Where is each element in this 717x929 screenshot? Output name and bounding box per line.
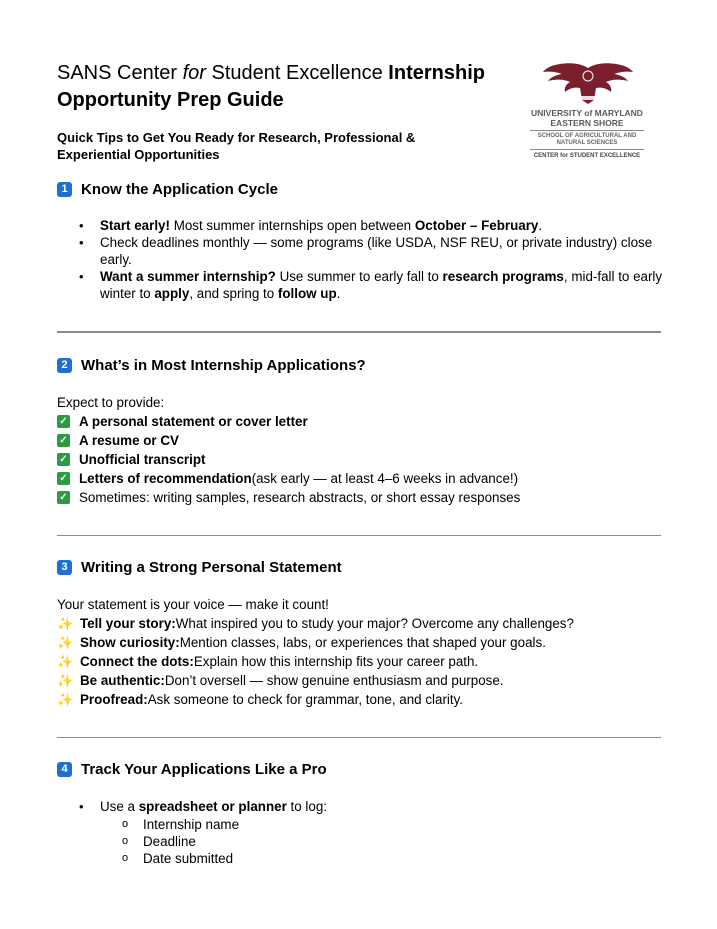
- logo-line: UNIVERSITY of MARYLAND: [531, 108, 643, 118]
- title-part: Student Excellence: [205, 62, 389, 84]
- list-item: ✨ Tell your story: What inspired you to study your major? Overcome any challenges?: [57, 616, 574, 631]
- sparkles-icon: ✨: [57, 654, 74, 669]
- list-item: ✨ Be authentic: Don’t oversell — show genuine enthusiasm and purpose.: [57, 673, 504, 688]
- list-item: • Start early! Most summer internships open between October – February.: [79, 217, 664, 234]
- logo-line: EASTERN SHORE: [550, 118, 624, 128]
- section-1-list: [79, 217, 664, 302]
- list-item: ✨ Connect the dots: Explain how this internship fits your career path.: [57, 654, 479, 669]
- divider: [57, 737, 661, 738]
- sparkles-icon: ✨: [57, 673, 74, 688]
- list-item: ✨ Show curiosity: Mention classes, labs, or experiences that shaped your goals.: [57, 635, 546, 650]
- section-3-list: [57, 614, 657, 709]
- title-bold: Internship Opportunity Prep Guide: [57, 62, 485, 111]
- hawk-crest-icon: [542, 60, 634, 106]
- list-item: ✓ Unofficial transcript: [57, 450, 657, 469]
- title-part: SANS Center: [57, 62, 183, 84]
- list-item: ✓ Letters of recommendation (ask early — at least 4–6 weeks in advance!): [57, 469, 657, 488]
- check-mark-icon: ✓: [57, 453, 70, 466]
- keycap-2-icon: 2: [57, 358, 72, 373]
- list-item: ✨ Proofread: Ask someone to check for grammar, tone, and clarity.: [57, 692, 464, 707]
- section-1-heading: [57, 181, 278, 198]
- check-mark-icon: ✓: [57, 491, 70, 504]
- sub-list-item: o Internship name: [122, 816, 239, 833]
- section-title: Writing a Strong Personal Statement: [81, 559, 342, 576]
- list-item: ✓ A resume or CV: [57, 431, 657, 450]
- section-2-list: [57, 412, 657, 507]
- umes-logo: [512, 60, 662, 165]
- page-title: [57, 60, 537, 114]
- section-2-intro: Expect to provide:: [57, 395, 165, 410]
- section-4-list: [79, 798, 664, 815]
- section-4-heading: [57, 761, 327, 778]
- logo-line: NATURAL SCIENCES: [556, 140, 618, 146]
- keycap-4-icon: 4: [57, 762, 72, 777]
- sparkles-icon: ✨: [57, 635, 74, 650]
- title-part: for: [182, 62, 206, 84]
- list-item: ✓ A personal statement or cover letter: [57, 412, 657, 431]
- list-item: • Check deadlines monthly — some programs (like USDA, NSF REU, or private industry) close early.: [79, 234, 664, 268]
- section-3-heading: [57, 559, 342, 576]
- list-item: • Use a spreadsheet or planner to log:: [79, 798, 664, 815]
- sub-list-item: o Deadline: [122, 833, 239, 850]
- logo-line: CENTER for STUDENT EXCELLENCE: [533, 153, 641, 159]
- sparkles-icon: ✨: [57, 692, 74, 707]
- check-mark-icon: ✓: [57, 472, 70, 485]
- keycap-1-icon: 1: [57, 182, 72, 197]
- divider: [57, 535, 661, 536]
- section-3-intro: Your statement is your voice — make it count!: [57, 597, 329, 612]
- section-2-heading: [57, 357, 366, 374]
- section-title: Track Your Applications Like a Pro: [81, 761, 327, 778]
- check-mark-icon: ✓: [57, 415, 70, 428]
- list-item: • Want a summer internship? Use summer to early fall to research programs, mid-fall to early winter to apply, and spring to follow up.: [79, 268, 664, 302]
- page-subtitle: Quick Tips to Get You Ready for Research, Professional & Experiential Opportunities: [57, 130, 416, 162]
- check-mark-icon: ✓: [57, 434, 70, 447]
- section-title: Know the Application Cycle: [81, 181, 278, 198]
- section-title: What’s in Most Internship Applications?: [81, 357, 366, 374]
- list-item: ✓ Sometimes: writing samples, research abstracts, or short essay responses: [57, 488, 657, 507]
- logo-line: SCHOOL OF AGRICULTURAL AND: [537, 133, 637, 139]
- divider: [57, 331, 661, 333]
- sparkles-icon: ✨: [57, 616, 74, 631]
- section-4-sublist: [122, 816, 239, 867]
- keycap-3-icon: 3: [57, 560, 72, 575]
- sub-list-item: o Date submitted: [122, 850, 239, 867]
